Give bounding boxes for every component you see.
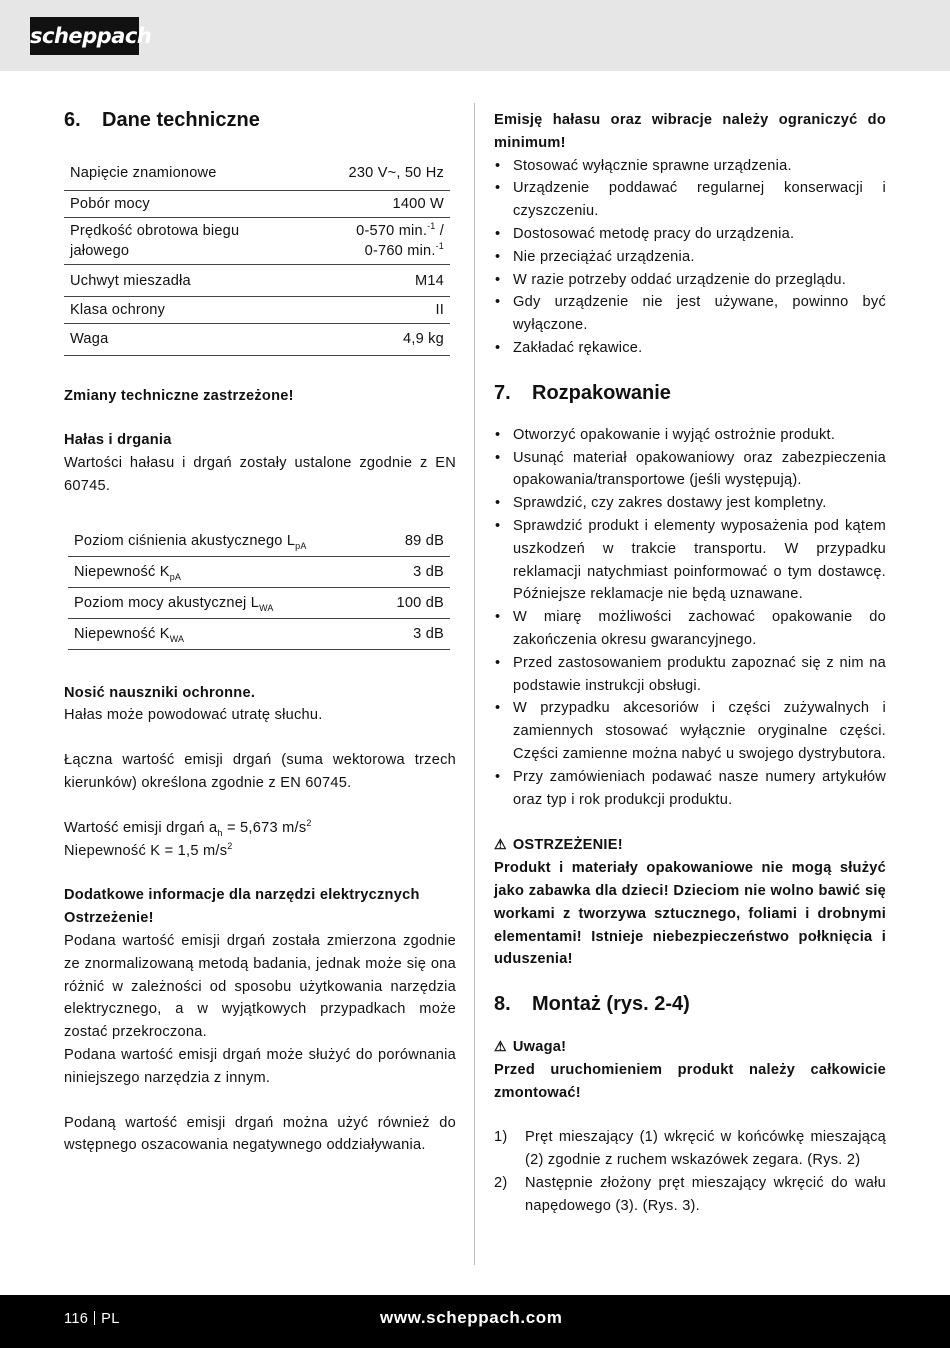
extra-info-p2: Podana wartość emisji drgań może służyć do porównania niniejszego narzędzia z innym. <box>64 1047 456 1086</box>
tech-specs-table <box>64 160 450 356</box>
column-divider <box>474 103 475 1265</box>
danger-label: ⚠ OSTRZEŻENIE! <box>494 833 886 857</box>
list-item: 2) Następnie złożony pręt mieszający wkręcić do wału napędowego (3). (Rys. 3). <box>494 1175 886 1214</box>
extra-info-p3: Podaną wartość emisji drgań można użyć również do wstępnego oszacowania negatywnego oddziaływania. <box>64 1114 456 1154</box>
left-column <box>64 100 456 1157</box>
table-row: Niepewność $K_{WA}$ 3 dB <box>68 618 450 649</box>
list-item: • Usunąć materiał opakowaniowy oraz zabezpieczenia opakowania/transportowe (jeśli występują). <box>494 447 886 493</box>
list-item: • W przypadku akcesoriów i części zużywalnych i zamiennych stosować wyłącznie oryginalne części. Części zamienne można nabyć u swojego dystrybutora. <box>494 697 886 765</box>
list-item: • W miarę możliwości zachować opakowanie do zakończenia okresu gwarancyjnego. <box>494 606 886 652</box>
page-number: 116 PL <box>64 1311 120 1327</box>
warning-triangle-icon: ⚠ <box>494 836 507 853</box>
tech-note: Zmiany techniczne zastrzeżone! <box>64 387 294 404</box>
table-row: Prędkość obrotowa biegu jałowego 0-570 min.$^{-1}$ / 0-760 min.$^{-1}$ <box>64 217 450 264</box>
assembly-steps <box>494 1126 886 1217</box>
list-item: • Nie przeciążać urządzenia. <box>494 246 886 269</box>
list-item: • Przy zamówieniach podawać nasze numery artykułów oraz typ i rok produkcji produktu. <box>494 766 886 812</box>
emission-heading: Emisję hałasu oraz wibracje należy ograniczyć do minimum! <box>494 112 886 151</box>
table-row: Klasa ochrony II <box>64 296 450 323</box>
tech-heading: 6. Dane techniczne <box>64 109 260 131</box>
ear-protection-text: Hałas może powodować utratę słuchu. <box>64 707 323 724</box>
list-item: • Stosować wyłącznie sprawne urządzenia. <box>494 155 886 178</box>
table-row: Niepewność $K_{pA}$ 3 dB <box>68 556 450 587</box>
list-item: • W razie potrzeby oddać urządzenie do przeglądu. <box>494 269 886 292</box>
noise-heading: Hałas i drgania <box>64 432 172 449</box>
caution-label: ⚠ Uwaga! <box>494 1035 886 1059</box>
header-bar <box>0 0 950 71</box>
table-row: Uchwyt mieszadła M14 <box>64 264 450 296</box>
extra-info-p1: Podana wartość emisji drgań została zmierzona zgodnie ze znormalizowaną metodą badania, jednak może się ona różnić w zależności od sposobu użytkowania narzędzia elektrycznego, a w wyjątkowych przypadkach może zostać przekroczona. <box>64 933 456 1041</box>
list-item: • Urządzenie poddawać regularnej konserwacji i czyszczeniu. <box>494 177 886 223</box>
list-item: • Gdy urządzenie nie jest używane, powinno być wyłączone. <box>494 291 886 337</box>
list-item: • Sprawdzić produkt i elementy wyposażenia pod kątem uszkodzeń w trakcie transportu. W przypadku reklamacji natychmiast poinformować o tym dostawcę. Późniejsze reklamacje nie będą uznawane. <box>494 515 886 606</box>
table-row: Poziom mocy akustycznej $L_{WA}$ 100 dB <box>68 587 450 618</box>
table-row: Poziom ciśnienia akustycznego $L_{pA}$ 89 dB <box>68 526 450 557</box>
vibration-value: Wartość emisji drgań $a_h = 5,673$ $m/s^2$ <box>64 818 312 838</box>
caution-text: Przed uruchomieniem produkt należy całkowicie zmontować! <box>494 1061 886 1101</box>
unpack-list <box>494 424 886 812</box>
list-item: • Sprawdzić, czy zakres dostawy jest kompletny. <box>494 492 886 515</box>
unpack-heading: 7. Rozpakowanie <box>494 381 671 404</box>
assembly-heading: 8. Montaż (rys. 2-4) <box>494 993 690 1016</box>
footer-bar <box>0 1295 950 1348</box>
separator <box>94 1311 95 1325</box>
table-row: Pobór mocy 1400 W <box>64 190 450 217</box>
warning-heading: Ostrzeżenie! <box>64 910 154 927</box>
vibration-text: Łączna wartość emisji drgań (suma wektorowa trzech kierunków) określona zgodnie z EN 60745. <box>64 752 456 792</box>
ear-protection-heading: Nosić nauszniki ochronne. <box>64 684 256 701</box>
table-row: Napięcie znamionowe 230 V~, 50 Hz <box>64 160 450 190</box>
extra-info-heading: Dodatkowe informacje dla narzędzi elektrycznych <box>64 887 420 904</box>
website-url: www.scheppach.com <box>380 1308 563 1327</box>
list-item: • Otworzyć opakowanie i wyjąć ostrożnie produkt. <box>494 424 886 447</box>
right-column <box>494 109 886 1218</box>
emission-list <box>494 155 886 360</box>
list-item: 1) Pręt mieszający (1) wkręcić w końcówkę mieszającą (2) zgodnie z ruchem wskazówek zegara. (Rys. 2) <box>494 1129 886 1169</box>
scheppach-logo: scheppach <box>30 17 139 55</box>
noise-intro: Wartości hałasu i drgań zostały ustalone zgodnie z EN 60745. <box>64 455 456 494</box>
list-item: • Zakładać rękawice. <box>494 337 886 360</box>
vibration-uncertainty: Niepewność K = 1,5 $m/s^2$ <box>64 840 233 859</box>
danger-text: Produkt i materiały opakowaniowe nie mogą służyć jako zabawka dla dzieci! Dzieciom nie wolno bawić się workami z tworzywa sztucznego, foliami i drobnymi elementami! Istnieje niebezpieczeństwo połknięcia i uduszenia! <box>494 860 886 968</box>
list-item: • Przed zastosowaniem produktu zapoznać się z nim na podstawie instrukcji obsługi. <box>494 652 886 698</box>
noise-table <box>68 526 450 650</box>
table-row: Waga 4,9 kg <box>64 323 450 355</box>
warning-triangle-icon: ⚠ <box>494 1038 507 1055</box>
list-item: • Dostosować metodę pracy do urządzenia. <box>494 223 886 246</box>
